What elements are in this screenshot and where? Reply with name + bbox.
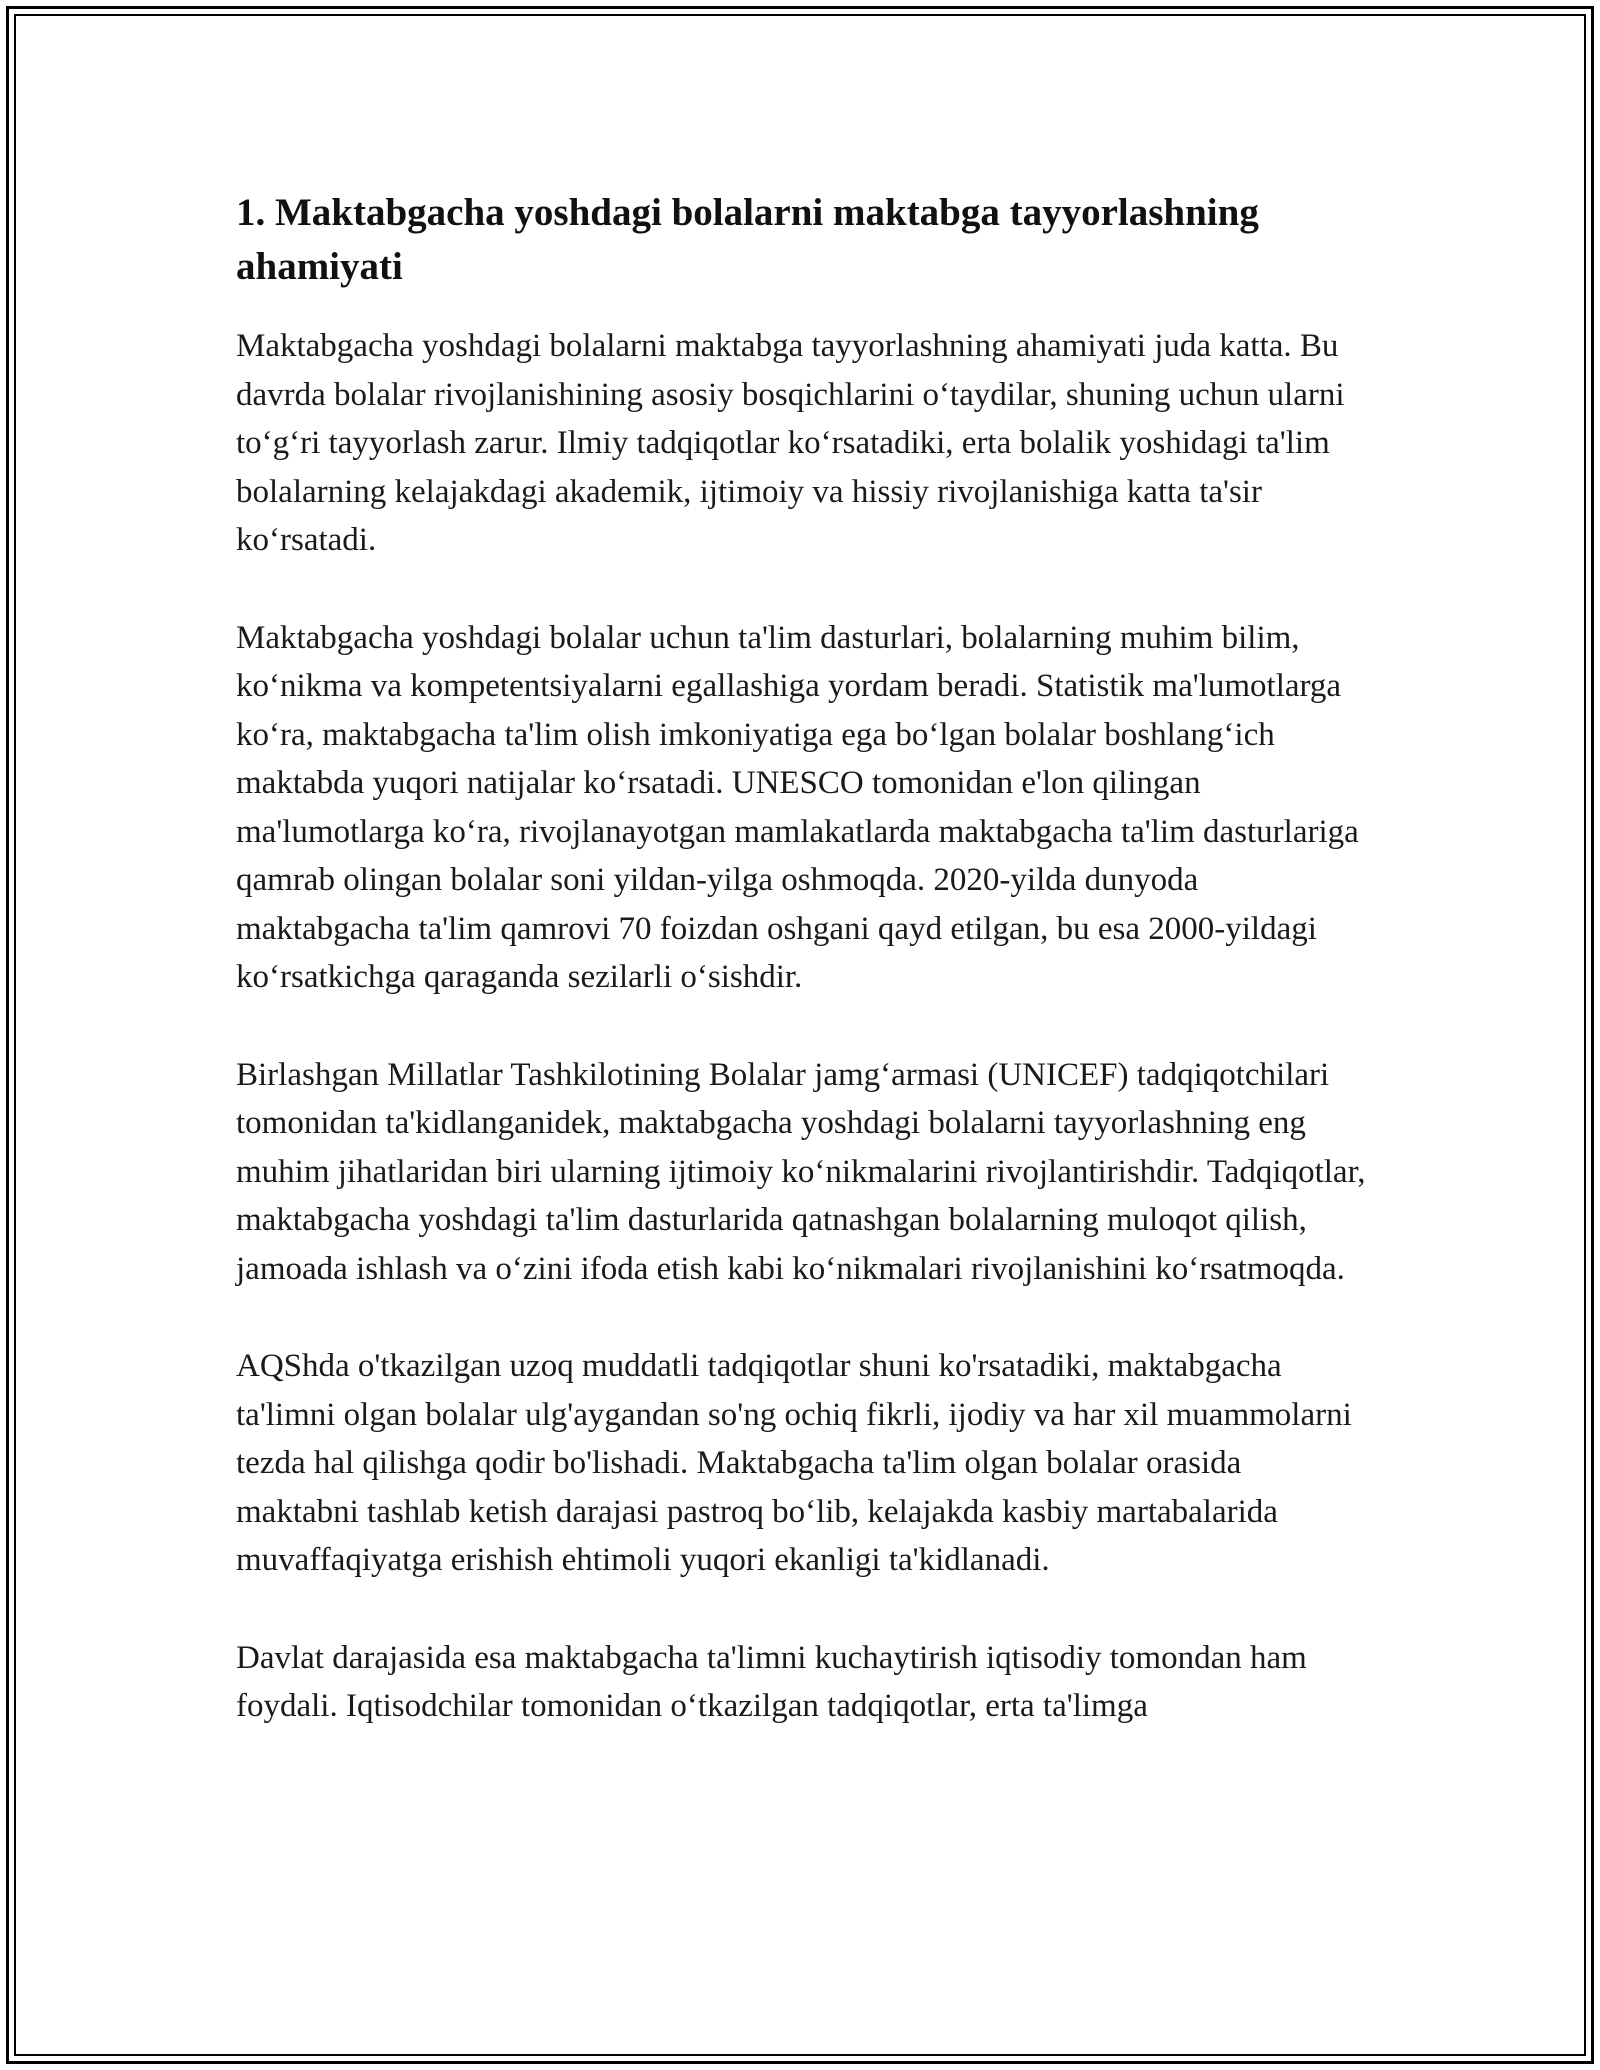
section-heading: 1. Maktabgacha yoshdagi bolalarni maktabga tayyorlashning ahamiyati: [236, 191, 1259, 288]
document-body: [236, 186, 1366, 1780]
paragraph-1: Maktabgacha yoshdagi bolalarni maktabga tayyorlashning ahamiyati juda katta. Bu davrda bolalar rivojlanishining asosiy bosqichlarini o‘taydilar, shuning uchun ularni to‘g‘ri tayyorlash zarur. Ilmiy tadqiqotlar ko‘rsatadiki, erta bolalik yoshidagi ta'lim bolalarning kelajakdagi akademik, ijtimoiy va hissiy rivojlanishiga katta ta'sir ko‘rsatadi.: [236, 328, 1345, 558]
paragraph-4: AQShda o'tkazilgan uzoq muddatli tadqiqotlar shuni ko'rsatadiki, maktabgacha ta'limni olgan bolalar ulg'aygandan so'ng ochiq fikrli, ijodiy va har xil muammolarni tezda hal qilishga qodir bo'lishadi. Maktabgacha ta'lim olgan bolalar orasida maktabni tashlab ketish darajasi pastroq bo‘lib, kelajakda kasbiy martabalarida muvaffaqiyatga erishish ehtimoli yuqori ekanligi ta'kidlanadi.: [236, 1348, 1352, 1578]
paragraph-5: Davlat darajasida esa maktabgacha ta'limni kuchaytirish iqtisodiy tomondan ham foydali. Iqtisodchilar tomonidan o‘tkazilgan tadqiqotlar, erta ta'limga: [236, 1639, 1307, 1724]
paragraph-3: Birlashgan Millatlar Tashkilotining Bolalar jamg‘armasi (UNICEF) tadqiqotchilari tomonidan ta'kidlanganidek, maktabgacha yoshdagi bolalarni tayyorlashning eng muhim jihatlaridan biri ularning ijtimoiy ko‘nikmalarini rivojlantirishdir. Tadqiqotlar, maktabgacha yoshdagi ta'lim dasturlarida qatnashgan bolalarning muloqot qilish, jamoada ishlash va o‘zini ifoda etish kabi ko‘nikmalari rivojlanishini ko‘rsatmoqda.: [236, 1056, 1366, 1287]
paragraph-2: Maktabgacha yoshdagi bolalar uchun ta'lim dasturlari, bolalarning muhim bilim, ko‘nikma va kompetentsiyalarni egallashiga yordam beradi. Statistik ma'lumotlarga ko‘ra, maktabgacha ta'lim olish imkoniyatiga ega bo‘lgan bolalar boshlang‘ich maktabda yuqori natijalar ko‘rsatadi. UNESCO tomonidan e'lon qilingan ma'lumotlarga ko‘ra, rivojlanayotgan mamlakatlarda maktabgacha ta'lim dasturlariga qamrab olingan bolalar soni yildan-yilga oshmoqda. 2020-yilda dunyoda maktabgacha ta'lim qamrovi 70 foizdan oshgani qayd etilgan, bu esa 2000-yildagi ko‘rsatkichga qaraganda sezilarli o‘sishdir.: [236, 619, 1359, 995]
